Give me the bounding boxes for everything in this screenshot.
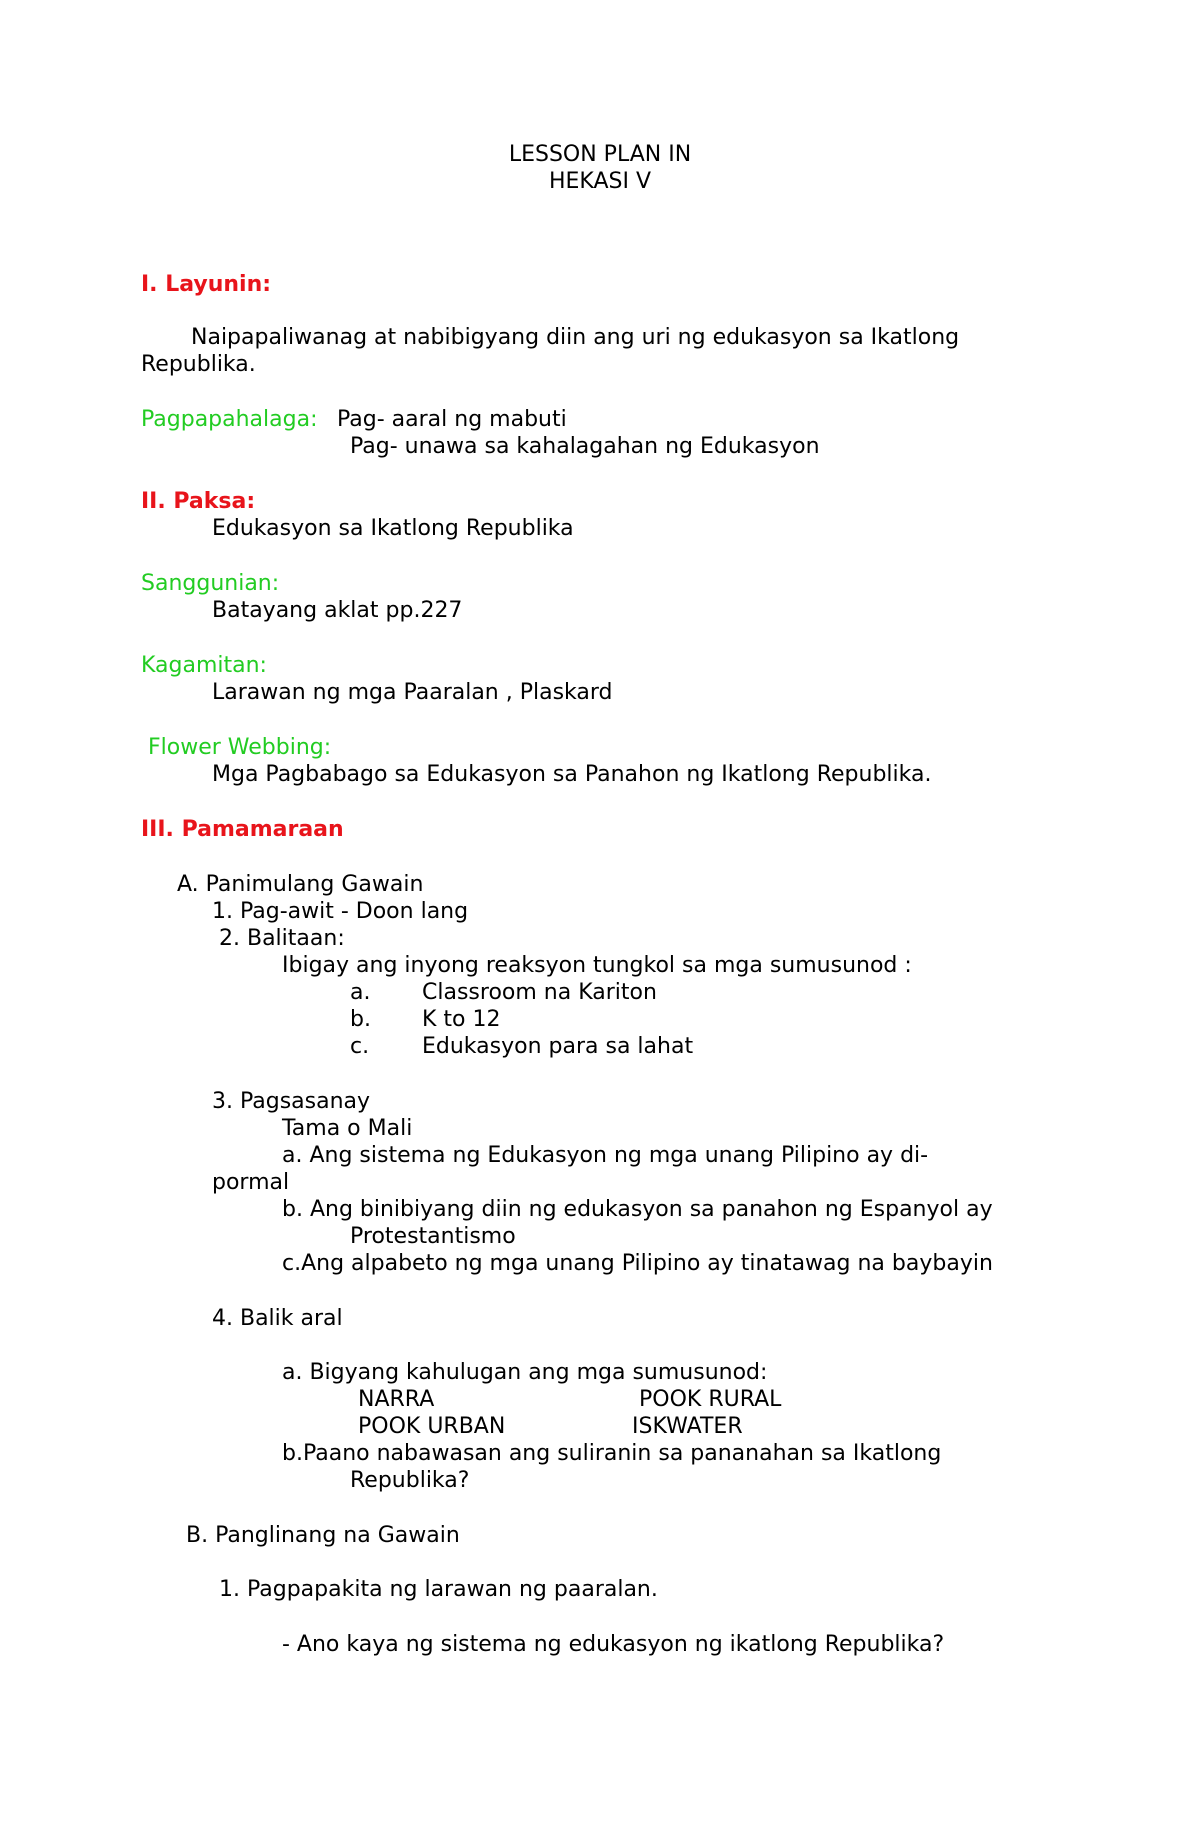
- part-a-item-1: 1. Pag-awit - Doon lang: [212, 899, 469, 924]
- objective-line-2: Republika.: [141, 352, 256, 377]
- part-b-title: B. Panglinang na Gawain: [186, 1523, 460, 1548]
- section-heading-paksa: II. Paksa:: [141, 489, 256, 514]
- objective-line-1: Naipapaliwanag at nabibigyang diin ang uri ng edukasyon sa Ikatlong: [191, 325, 960, 350]
- pagsasanay-b-line-2: Protestantismo: [350, 1224, 516, 1249]
- balitaan-letter-b: b.: [350, 1007, 371, 1032]
- term-pook-rural: POOK RURAL: [639, 1387, 782, 1412]
- values-label: Pagpapahalaga:: [141, 407, 318, 432]
- part-a-item-4: 4. Balik aral: [212, 1306, 343, 1331]
- balik-aral-b-line-1: b.Paano nabawasan ang suliranin sa pananahan sa Ikatlong: [282, 1441, 942, 1466]
- materials-text: Larawan ng mga Paaralan , Plaskard: [212, 680, 613, 705]
- balik-aral-a: a. Bigyang kahulugan ang mga sumusunod:: [282, 1360, 768, 1385]
- section-heading-layunin: I. Layunin:: [141, 272, 272, 297]
- term-narra: NARRA: [358, 1387, 435, 1412]
- balitaan-letter-c: c.: [350, 1034, 370, 1059]
- webbing-label: Flower Webbing:: [148, 735, 332, 760]
- balitaan-item-b: K to 12: [422, 1007, 501, 1032]
- balik-aral-b-line-2: Republika?: [350, 1468, 470, 1493]
- reference-label: Sanggunian:: [141, 571, 280, 596]
- balitaan-prompt: Ibigay ang inyong reaksyon tungkol sa mga sumusunod :: [282, 953, 912, 978]
- part-a-item-3: 3. Pagsasanay: [212, 1089, 371, 1114]
- part-a-title: A. Panimulang Gawain: [177, 872, 424, 897]
- pagsasanay-c: c.Ang alpabeto ng mga unang Pilipino ay tinatawag na baybayin: [282, 1251, 993, 1276]
- title-line-2: HEKASI V: [548, 169, 652, 194]
- pagsasanay-subtitle: Tama o Mali: [282, 1116, 413, 1141]
- topic-text: Edukasyon sa Ikatlong Republika: [212, 516, 574, 541]
- balitaan-letter-a: a.: [350, 980, 371, 1005]
- title-line-1: LESSON PLAN IN: [508, 142, 692, 167]
- balitaan-item-c: Edukasyon para sa lahat: [422, 1034, 694, 1059]
- materials-label: Kagamitan:: [141, 653, 267, 678]
- reference-text: Batayang aklat pp.227: [212, 598, 463, 623]
- term-iskwater: ISKWATER: [632, 1414, 743, 1439]
- part-a-item-2: 2. Balitaan:: [219, 926, 345, 951]
- values-item-2: Pag- unawa sa kahalagahan ng Edukasyon: [350, 434, 820, 459]
- values-item-1: Pag- aaral ng mabuti: [337, 407, 567, 432]
- balitaan-item-a: Classroom na Kariton: [422, 980, 657, 1005]
- pagsasanay-a-line-2: pormal: [212, 1170, 290, 1195]
- term-pook-urban: POOK URBAN: [358, 1414, 506, 1439]
- part-b-question: - Ano kaya ng sistema ng edukasyon ng ikatlong Republika?: [282, 1632, 945, 1657]
- section-heading-pamamaraan: III. Pamamaraan: [141, 817, 344, 842]
- pagsasanay-a-line-1: a. Ang sistema ng Edukasyon ng mga unang Pilipino ay di-: [282, 1143, 929, 1168]
- pagsasanay-b-line-1: b. Ang binibiyang diin ng edukasyon sa panahon ng Espanyol ay: [282, 1197, 993, 1222]
- part-b-item-1: 1. Pagpapakita ng larawan ng paaralan.: [219, 1577, 658, 1602]
- webbing-text: Mga Pagbabago sa Edukasyon sa Panahon ng Ikatlong Republika.: [212, 762, 932, 787]
